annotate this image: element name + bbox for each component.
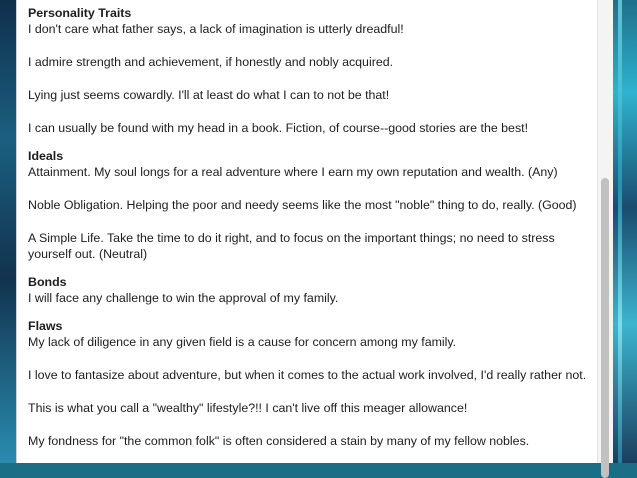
ideal-line: A Simple Life. Take the time to do it right, and to focus on the important things; no need to stress yourself out. (Neutral) <box>28 231 555 261</box>
trait-line: Lying just seems cowardly. I'll at least do what I can to not be that! <box>28 88 390 102</box>
flaw-line: I love to fantasize about adventure, but when it comes to the actual work involved, I'd really rather not. <box>28 368 587 382</box>
section-flaws <box>28 318 593 449</box>
flaw-line: This is what you call a "wealthy" lifestyle?!! I can't live off this meager allowance! <box>28 401 468 415</box>
bond-line: I will face any challenge to win the approval of my family. <box>28 291 339 305</box>
flaw-line: My fondness for "the common folk" is often considered a stain by many of my fellow nobles. <box>28 434 530 448</box>
ideal-line: Attainment. My soul longs for a real adventure where I earn my own reputation and wealth. (Any) <box>28 165 558 179</box>
flaw-line: My lack of diligence in any given field is a cause for concern among my family. <box>28 335 457 349</box>
section-heading: Ideals <box>28 149 64 163</box>
section-ideals <box>28 148 593 262</box>
section-personality-traits <box>28 5 593 136</box>
background-left-art <box>0 0 16 463</box>
section-heading: Bonds <box>28 275 67 289</box>
section-heading: Personality Traits <box>28 6 132 20</box>
details-content <box>28 0 593 468</box>
ideal-line: Noble Obligation. Helping the poor and needy seems like the most "noble" thing to do, really. (Good) <box>28 198 577 212</box>
trait-line: I don't care what father says, a lack of imagination is utterly dreadful! <box>28 22 404 36</box>
scrollbar-thumb[interactable] <box>601 178 609 478</box>
trait-line: I admire strength and achievement, if honestly and nobly acquired. <box>28 55 394 69</box>
section-bonds <box>28 274 593 306</box>
trait-line: I can usually be found with my head in a book. Fiction, of course--good stories are the best! <box>28 121 529 135</box>
background-right-art <box>612 0 637 463</box>
section-heading: Flaws <box>28 319 63 333</box>
character-details-panel <box>16 0 612 463</box>
vertical-scrollbar[interactable] <box>597 0 613 463</box>
